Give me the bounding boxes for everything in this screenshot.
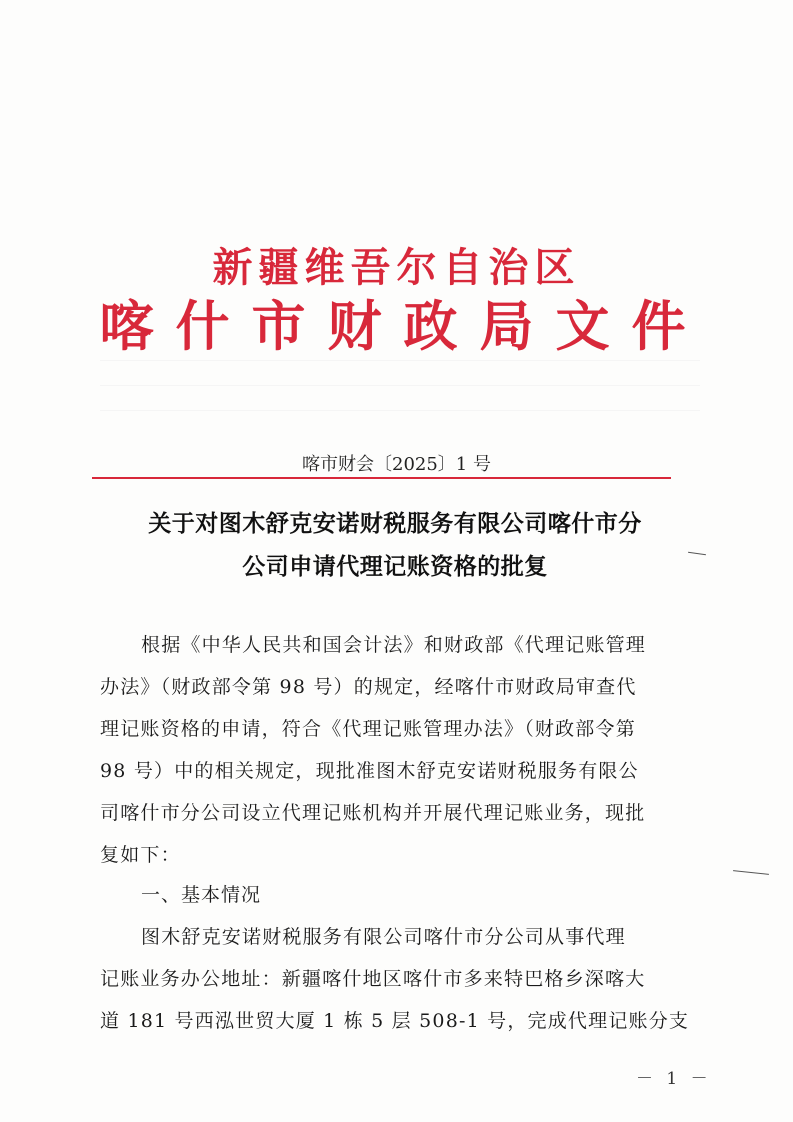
issuer-region-header: 新疆维吾尔自治区 [212,244,581,291]
paragraph-line: 记账业务办公地址：新疆喀什地区喀什市多来特巴格乡深喀大 [100,968,646,990]
bleed-through-mark [100,385,700,386]
paragraph-line: 根据《中华人民共和国会计法》和财政部《代理记账管理 [141,634,647,656]
paragraph-line: 98 号）中的相关规定，现批准图木舒克安诺财税服务有限公 [100,760,639,782]
issuer-document-header: 喀什市财政局文件 [99,294,708,358]
paragraph-line: 复如下： [100,844,181,866]
scan-mark [733,870,769,875]
paragraph-line: 办法》（财政部令第 98 号）的规定，经喀什市财政局审查代 [100,676,637,698]
paragraph-line: 司喀什市分公司设立代理记账机构并开展代理记账业务，现批 [100,802,646,824]
document-title-line-1: 关于对图木舒克安诺财税服务有限公司喀什市分 [148,510,642,537]
document-title-line-2: 公司申请代理记账资格的批复 [242,553,548,580]
section-heading: 一、基本情况 [141,884,262,906]
paragraph-line: 道 181 号西泓世贸大厦 1 栋 5 层 508-1 号，完成代理记账分支 [100,1010,690,1032]
paragraph-line: 理记账资格的申请，符合《代理记账管理办法》（财政部令第 [100,718,636,740]
document-number: 喀市财会〔2025〕1 号 [302,454,491,475]
paragraph-line: 图木舒克安诺财税服务有限公司喀什市分公司从事代理 [141,926,626,948]
bleed-through-mark [100,410,700,411]
red-separator-line [92,477,671,479]
page-number: － 1 － [636,1069,712,1089]
